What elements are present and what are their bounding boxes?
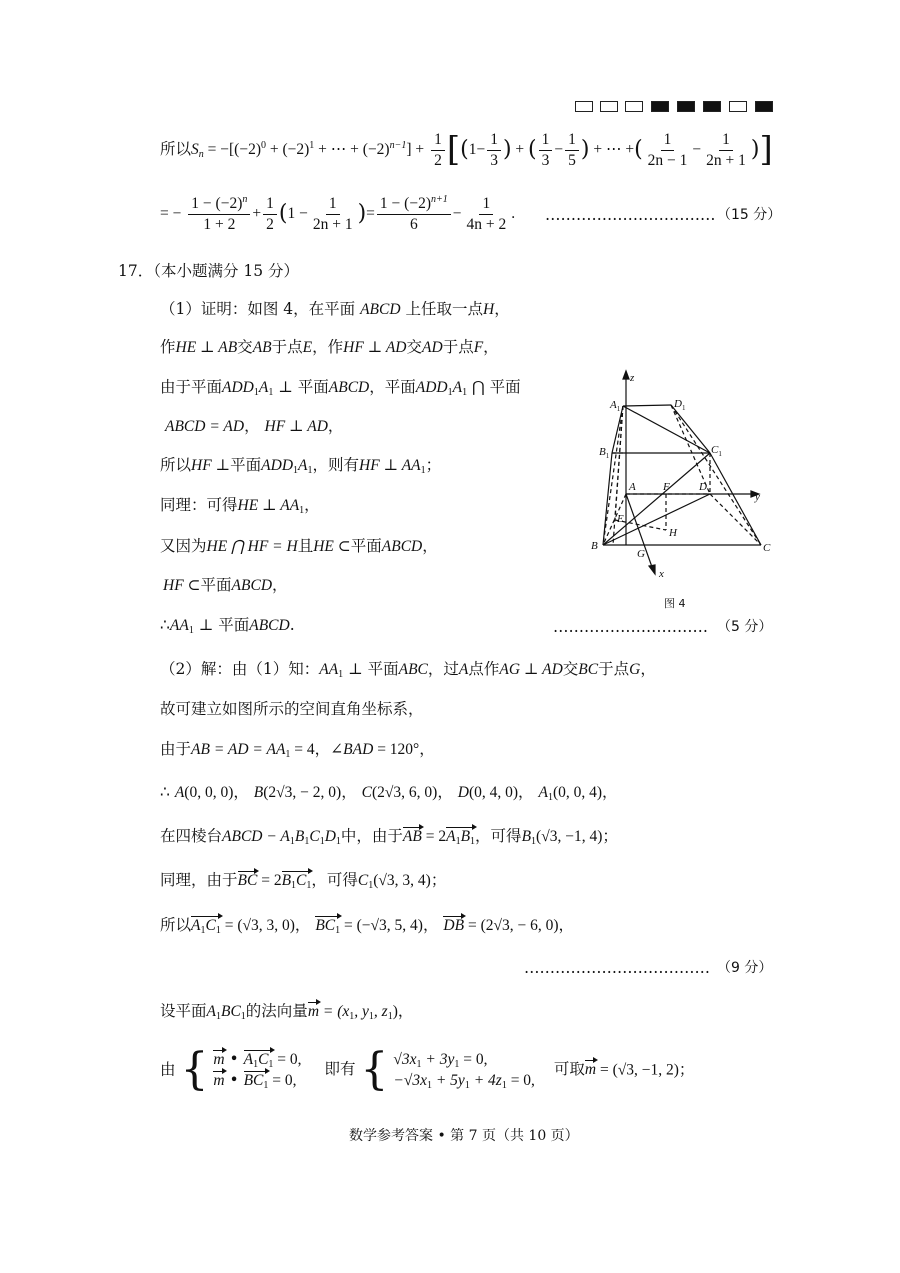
header-square xyxy=(677,101,695,112)
label-D: D xyxy=(699,481,707,493)
math: n xyxy=(198,149,204,160)
math: 0 xyxy=(260,140,266,151)
part2-line-4: ∴ A(0, 0, 0)， B(2√3, − 2, 0)， C(2√3, 6, 0)， D(0, 4, 0)， $A_1(0$, 0, 4)， xyxy=(160,783,618,803)
math: = −[(−2) xyxy=(203,141,261,158)
equation-system-1: m • $A_1C_1 = 0$, m • $BC_1 = 0$, xyxy=(213,1049,302,1091)
score-label: （9 分） xyxy=(717,960,773,976)
figure-caption: 图 4 xyxy=(664,597,686,610)
header-square xyxy=(625,101,643,112)
math: . xyxy=(511,205,516,222)
part2-line-7: 所以$A_1C_1 = (√3$, 3, 0)， $BC_1 = (-√3$, 5, 4)， DB = (2√3, − 6, 0)， xyxy=(160,916,575,936)
math: − xyxy=(452,205,462,222)
edge-C1C xyxy=(710,453,761,545)
part2-line-2: 故可建立如图所示的空间直角坐标系， xyxy=(160,700,424,718)
sum-formula-line: 所以$S_n = -[(-2)^0 + (-2)^1$ + ⋯ + $(-2)^{n-1}$] + $\frac{1}{2}$ [(1− $\frac{1}{3}$ ) + ( $\frac{1}{3}$ − $\frac{1}{5}$ ) + ⋯ +( $\frac{1}{2n - 1}$ − $\frac{1}{2n + 1}$ )] xyxy=(160,129,773,170)
label-z: z xyxy=(630,372,635,384)
label-y: y xyxy=(755,491,760,503)
proof-line-7: 又因为HE ⋂ HF = H且HE ⊂平面ABCD， xyxy=(160,537,438,555)
proof-line-5: 所以HF ⊥平面$ADD_1A_1$，则有HF ⊥ $AA_1$； xyxy=(160,456,442,476)
part2-line-9: 设平面$A_1BC_1$的法向量$m = (x_1$, $y_1$, $z_1$)， xyxy=(160,1002,414,1022)
label-F: F xyxy=(663,481,670,493)
figure-4-frustum-diagram xyxy=(585,365,785,615)
part2-line-10: 由 { m • $A_1C_1 = 0$, m • $BC_1 = 0$, 即有 { $√3x_1 + 3y_1 = 0$, $-√3x_1 + 5y_1 + 4z_1 = 0$, 可取m = (√3, −1, 2)； xyxy=(160,1044,695,1095)
fraction: $\frac{1}{4n + 2}$ xyxy=(466,195,507,233)
fraction: $\frac{1 - (-2)^{n+1}}{6}$ xyxy=(377,196,451,232)
fraction: $\frac{1}{3}$ xyxy=(487,132,501,168)
header-square xyxy=(600,101,618,112)
fraction: $\frac{1}{3}$ xyxy=(539,132,553,168)
label-B1: $B_1$ xyxy=(599,446,610,460)
math: + ⋯ + xyxy=(589,141,635,158)
label-E: E xyxy=(617,513,624,525)
edge-B1B xyxy=(603,453,612,545)
math: n−1 xyxy=(389,140,407,151)
proof-line-3: 由于平面$ADD_1A_1$ ⊥ 平面ABCD，平面$ADD_1A_1$ ⋂ 平面 xyxy=(160,378,521,398)
z-axis-arrow xyxy=(623,371,629,379)
label-A: A xyxy=(629,481,636,493)
math: 1 xyxy=(309,140,315,151)
fraction: $\frac{1}{2}$ xyxy=(431,132,445,168)
equation-system-2: $√3x_1 + 3y_1 = 0$, $-√3x_1 + 5y_1 + 4z_1 = 0$, xyxy=(393,1050,535,1091)
header-square xyxy=(755,101,773,112)
score-dots: ………………………… xyxy=(553,618,708,636)
question-title: 17．（本小题满分 15 分） xyxy=(118,262,300,280)
label-C: C xyxy=(763,542,771,554)
text: 所以 xyxy=(160,140,192,158)
fraction: $\frac{1}{5}$ xyxy=(565,132,579,168)
edge-A1D1 xyxy=(623,405,671,406)
math: + ⋯ + (−2) xyxy=(314,141,390,158)
math: = − xyxy=(160,205,182,222)
proof-line-8: HF ⊂平面ABCD， xyxy=(163,576,288,594)
score-dots: ……………………………… xyxy=(524,959,710,977)
math: + (−2) xyxy=(265,141,310,158)
label-C1: $C_1$ xyxy=(711,444,722,458)
bracket: [ xyxy=(446,129,461,170)
label-A1: $A_1$ xyxy=(610,399,621,413)
label-H: H xyxy=(669,527,677,539)
proof-line-1: （1）证明：如图 4，在平面 ABCD 上任取一点H， xyxy=(160,300,510,318)
label-D1: $D_1$ xyxy=(674,398,686,412)
header-square xyxy=(575,101,593,112)
math: ] + xyxy=(406,141,425,158)
header-square xyxy=(729,101,747,112)
edge-DC-hidden xyxy=(710,494,761,545)
part2-line-5: 在四棱台ABCD − $A_1B_1C_1D_1$中，由于AB = $2A_1B_1$，可得$B_1(√3$, −1, 4)； xyxy=(160,827,618,847)
math: S xyxy=(191,141,199,158)
math: + xyxy=(252,205,262,222)
fraction: $\frac{1}{2n + 1}$ xyxy=(312,195,353,233)
part2-line-1: （2）解：由（1）知：$AA_1$ ⊥ 平面ABC，过A点作AG ⊥ AD交BC于点G， xyxy=(160,660,656,680)
header-square xyxy=(703,101,721,112)
fraction: $\frac{1}{2}$ xyxy=(263,196,277,232)
proof-line-4: ABCD = AD， HF ⊥ AD， xyxy=(165,417,344,435)
label-x: x xyxy=(659,568,664,580)
score-label: （5 分） xyxy=(717,619,773,635)
math: = xyxy=(366,205,375,222)
proof-line-6: 同理：可得HE ⊥ $AA_1$， xyxy=(160,496,320,516)
x-axis-arrow xyxy=(649,565,655,574)
fraction: $\frac{1}{2n + 1}$ xyxy=(706,131,746,169)
math: − xyxy=(476,141,486,158)
part2-line-6: 同理，由于BC = $2B_1C_1$，可得$C_1(√3$, 3, 4)； xyxy=(160,871,447,891)
score-label: （15 分） xyxy=(717,207,782,223)
sum-result-line: = − $\frac{1 - (-2)^n}{1 + 2}$ + $\frac{1}{2}$ (1 − $\frac{1}{2n + 1}$ )= $\frac{1 - (-2)^{n+1}}{6}$ − $\frac{1}{4n + 2}$ . xyxy=(160,194,516,233)
label-B: B xyxy=(591,540,598,552)
math: 1 − xyxy=(287,205,308,222)
edge-C1B xyxy=(603,453,710,545)
label-G: G xyxy=(637,548,645,560)
proof-line-2: 作HE ⊥ AB交AB于点E，作HF ⊥ AD交AD于点F， xyxy=(160,338,499,356)
edge-D1C1 xyxy=(671,405,710,453)
math: 1 xyxy=(468,141,477,158)
part2-line-3: 由于AB = AD = $AA_1 = 4$，∠BAD = 120°， xyxy=(160,740,435,760)
edge-A1C1 xyxy=(623,406,710,453)
fraction: $\frac{1}{2n - 1}$ xyxy=(647,131,688,169)
header-square xyxy=(651,101,669,112)
score-dots: …………………………… xyxy=(545,206,716,224)
proof-line-9: $\therefore AA_1$ ⊥ 平面ABCD. xyxy=(160,616,295,636)
page-footer: 数学参考答案 • 第 7 页（共 10 页） xyxy=(349,1128,579,1144)
fraction: $\frac{1 - (-2)^n}{1 + 2}$ xyxy=(188,196,250,232)
